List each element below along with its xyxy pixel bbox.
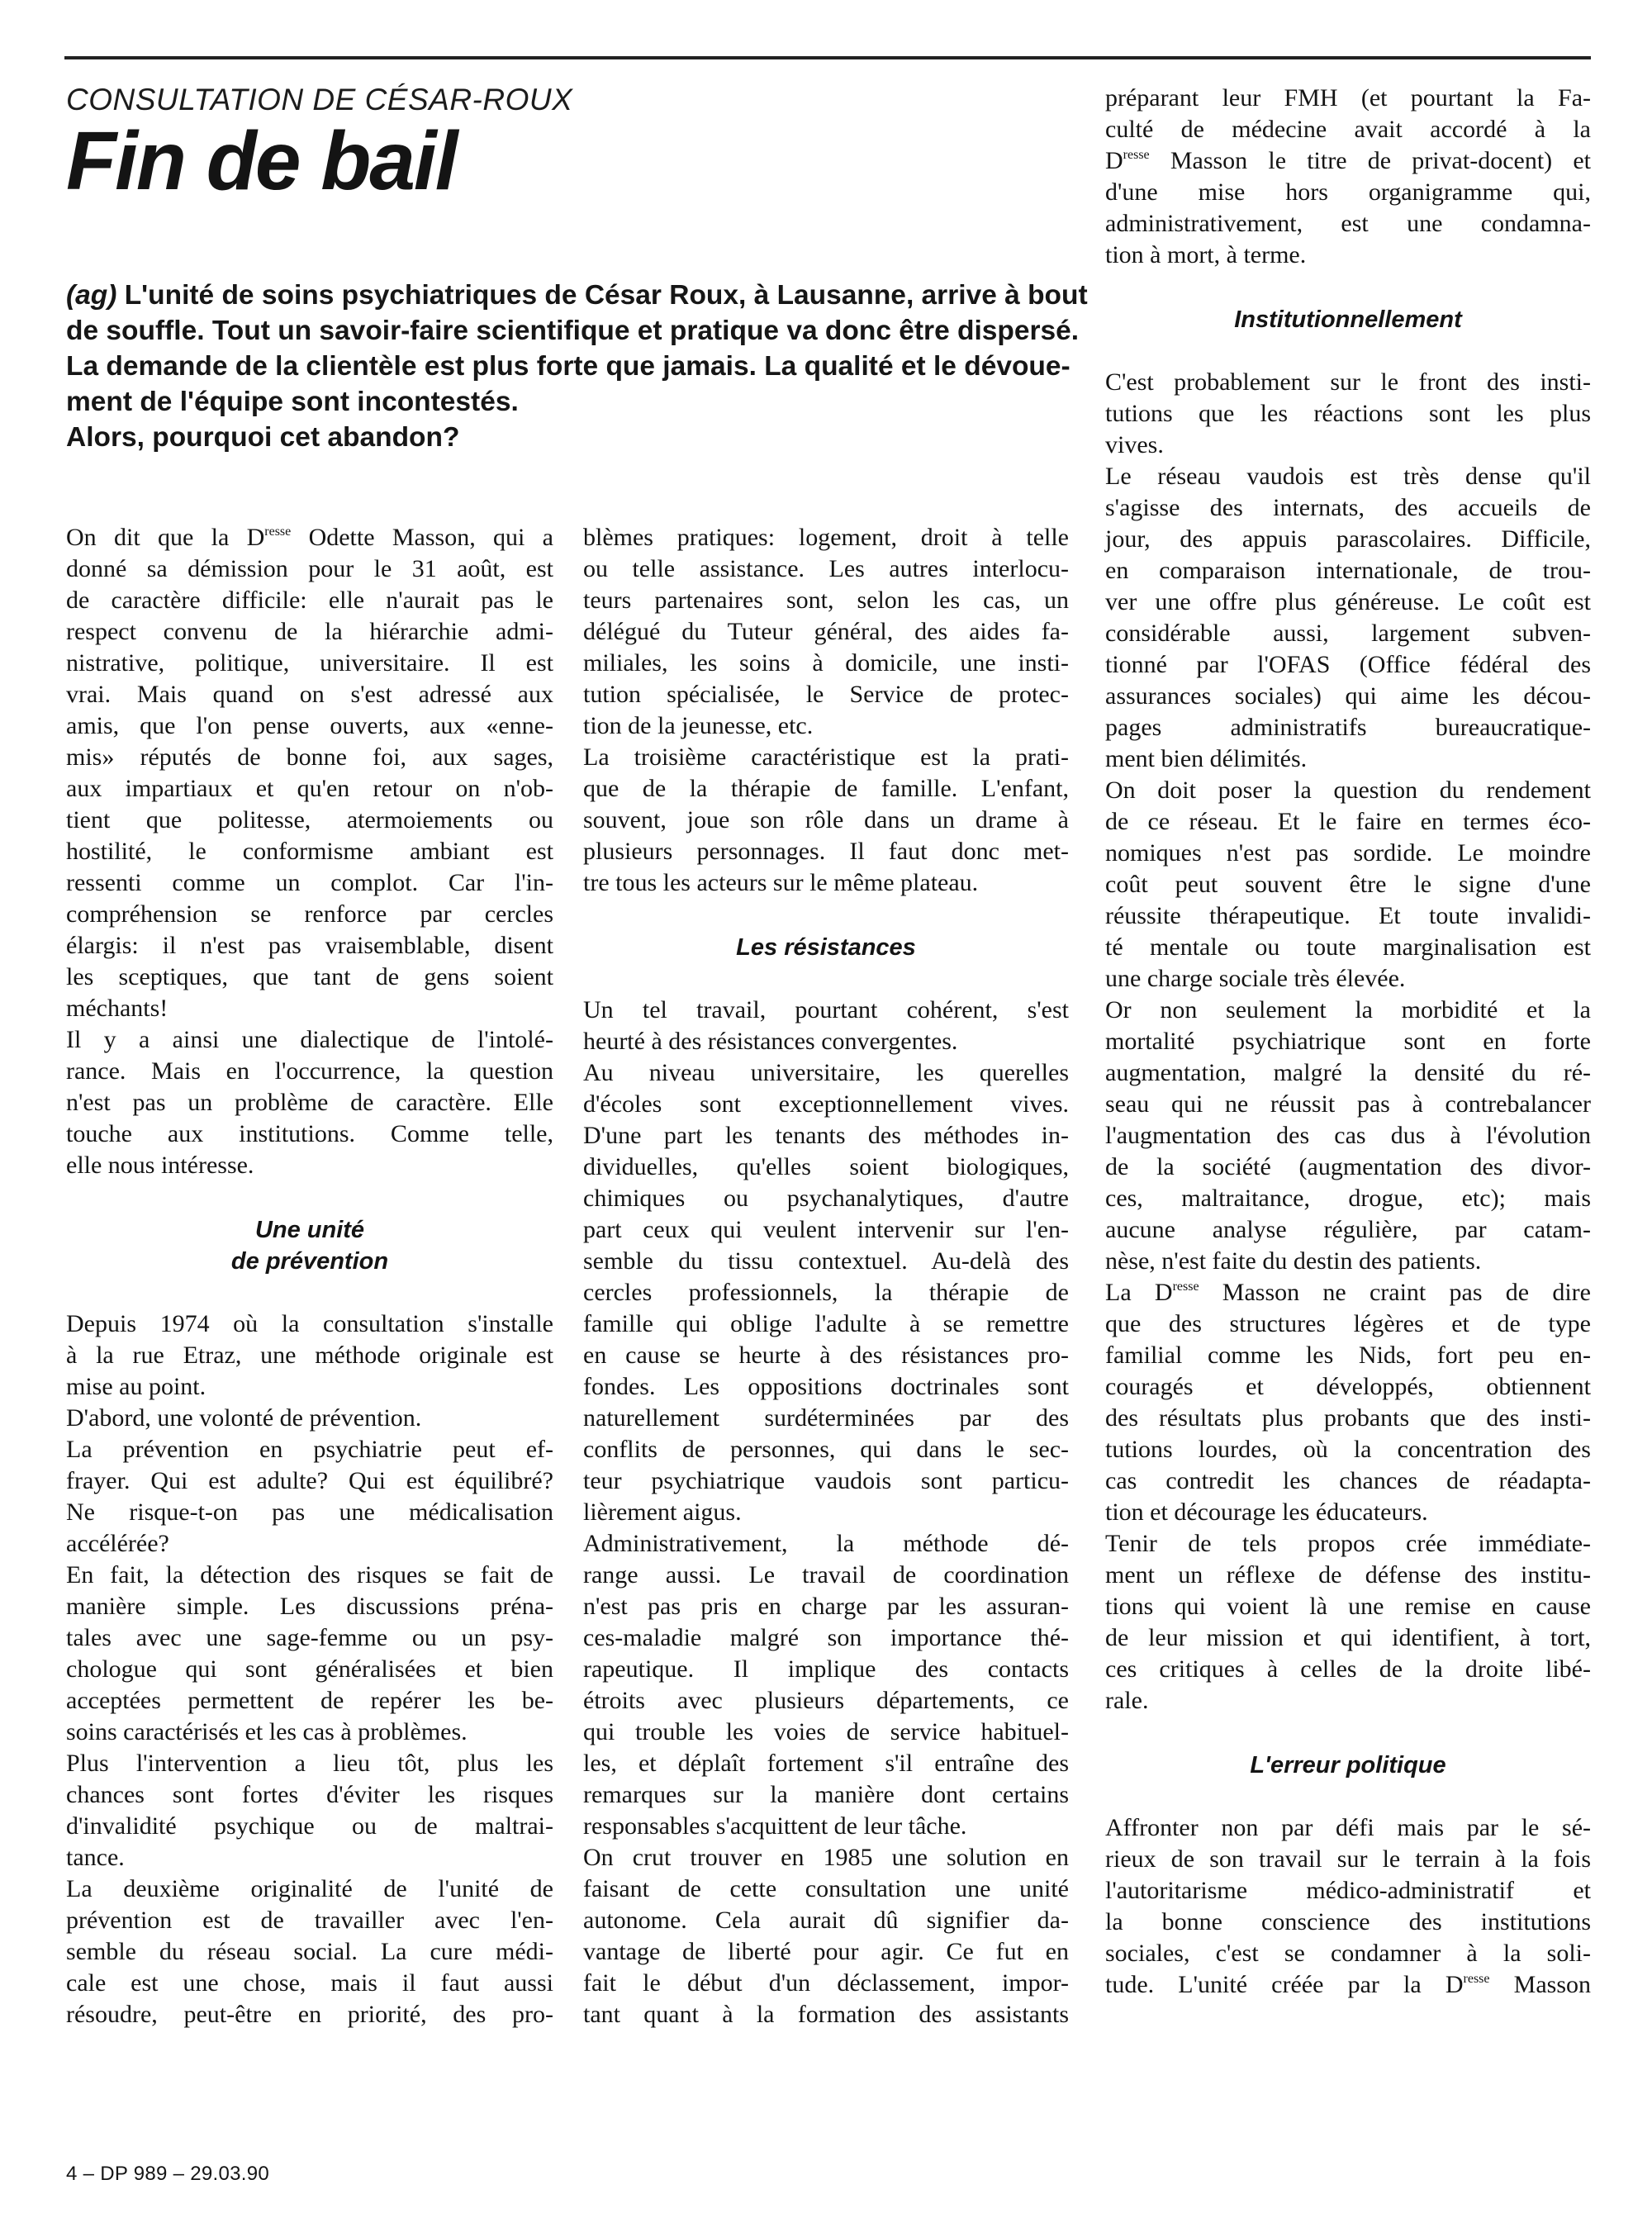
- text-line: chologue qui sont généralisées et bien: [66, 1655, 553, 1683]
- text-line: $D^{resse}$ Masson le titre de privat-docent) et: [1105, 147, 1591, 174]
- text-line: qui trouble les voies de service habituel-: [583, 1718, 1069, 1745]
- text-line: vives.: [1105, 431, 1164, 458]
- text-line: pages administratifs bureaucratique-: [1105, 714, 1591, 741]
- spacer: [1105, 1717, 1591, 1750]
- text-line: touche aux institutions. Comme telle,: [66, 1120, 553, 1147]
- subheading-line: Une unité: [254, 1217, 365, 1243]
- text-line: autonome. Cela aurait dû signifier da-: [583, 1907, 1069, 1934]
- column-3: [1105, 83, 1591, 2001]
- lead-paragraph: [66, 278, 1099, 455]
- text-line: ment un réflexe de défense des institu-: [1105, 1561, 1591, 1589]
- text-line: manière simple. Les discussions préna-: [66, 1593, 553, 1620]
- spacer: [66, 1181, 553, 1214]
- text-line: semble du réseau social. La cure médi-: [66, 1938, 553, 1965]
- column-2: [583, 522, 1069, 2030]
- text-line: chimiques ou psychanalytiques, d'autre: [583, 1185, 1069, 1212]
- text-line: augmentation, malgré la densité du ré-: [1105, 1059, 1591, 1086]
- text-line: de leur mission et qui identifient, à tort,: [1105, 1624, 1591, 1651]
- paragraph: [583, 1528, 1069, 1842]
- paragraph: [1105, 995, 1591, 1277]
- lead-line: [66, 278, 1099, 313]
- text-line: frayer. Qui est adulte? Qui est équilibré?: [66, 1467, 553, 1494]
- text-line: Un tel travail, pourtant cohérent, s'est: [583, 996, 1069, 1023]
- text-line: tion à mort, à terme.: [1105, 241, 1307, 268]
- text-line: mortalité psychiatrique sont en forte: [1105, 1028, 1591, 1055]
- text-line: réussite thérapeutique. Et toute invalidi-: [1105, 902, 1591, 929]
- text-line: té mentale ou toute marginalisation est: [1105, 933, 1591, 961]
- subheading: Les résistances: [736, 934, 916, 961]
- text-line: les sceptiques, que tant de gens soient: [66, 963, 553, 990]
- text-line: l'autoritarisme médico-administratif et: [1105, 1877, 1591, 1904]
- paragraph: [583, 1057, 1069, 1528]
- spacer: [1105, 1781, 1591, 1812]
- text-line: fait le début d'un déclassement, impor-: [583, 1969, 1069, 1997]
- text-line: Affronter non par défi mais par le sé-: [1105, 1814, 1591, 1841]
- text-line: que des structures légères et de type: [1105, 1310, 1591, 1337]
- text-line: fondes. Les oppositions doctrinales sont: [583, 1373, 1069, 1400]
- text-line: ment bien délimités.: [1105, 745, 1308, 772]
- paragraph: [583, 742, 1069, 899]
- lead-line: La demande de la clientèle est plus forte que jamais. La qualité et le dévoue-: [66, 351, 1070, 382]
- text-line: délégué du Tuteur général, des aides fa-: [583, 618, 1069, 645]
- text-line: prévention est de travailler avec l'en-: [66, 1907, 553, 1934]
- text-line: considérable aussi, largement subven-: [1105, 620, 1591, 647]
- text-line: La deuxième originalité de l'unité de: [66, 1875, 553, 1902]
- text-line: part ceux qui veulent intervenir sur l'en-: [583, 1216, 1069, 1243]
- text-line: range aussi. Le travail de coordination: [583, 1561, 1069, 1589]
- text-line: en cause se heurte à des résistances pro-: [583, 1342, 1069, 1369]
- paragraph: [1105, 1528, 1591, 1717]
- text-line: ces critiques à celles de la droite libé-: [1105, 1655, 1591, 1683]
- text-line: des résultats plus probants que des insti-: [1105, 1404, 1591, 1432]
- text-line: une charge sociale très élevée.: [1105, 965, 1406, 992]
- text-line: souvent, joue son rôle dans un drame à: [583, 806, 1069, 833]
- text-line: C'est probablement sur le front des insti-: [1105, 368, 1591, 396]
- text-line: l'augmentation des cas dus à l'évolution: [1105, 1122, 1591, 1149]
- paragraph: [66, 1560, 553, 1748]
- text-line: D'abord, une volonté de prévention.: [66, 1404, 422, 1432]
- paragraph: [66, 1873, 553, 2030]
- text-line: ressenti comme un complot. Car l'in-: [66, 869, 553, 896]
- paragraph: [1105, 461, 1591, 775]
- text-line: tution spécialisée, le Service de protec-: [583, 681, 1069, 708]
- text-line: de la société (augmentation des divor-: [1105, 1153, 1591, 1180]
- paragraph: [1105, 367, 1591, 461]
- paragraph: [66, 1403, 553, 1434]
- text-line: tient que politesse, atermoiements ou: [66, 806, 553, 833]
- paragraph: [1105, 1277, 1591, 1528]
- text-line: mis» réputés de bonne foi, aux sages,: [66, 743, 553, 771]
- text-line: de ce réseau. Et le faire en termes éco-: [1105, 808, 1591, 835]
- text-line: vantage de liberté pour agir. Ce fut en: [583, 1938, 1069, 1965]
- text-line: soins caractérisés et les cas à problèmes.: [66, 1718, 468, 1745]
- text-line: Il y a ainsi une dialectique de l'intolé-: [66, 1026, 553, 1053]
- text-line: couragés et développés, obtiennent: [1105, 1373, 1591, 1400]
- text-line: Ne risque-t-on pas une médicalisation: [66, 1498, 553, 1526]
- paragraph: [583, 522, 1069, 742]
- text-line: nèse, n'est faite du destin des patients.: [1105, 1247, 1482, 1275]
- text-line: cale est une chose, mais il faut aussi: [66, 1969, 553, 1997]
- text-line: conflits de personnes, qui dans le sec-: [583, 1436, 1069, 1463]
- page-folio: 4 – DP 989 – 29.03.90: [66, 2163, 270, 2185]
- text-line: cas contredit les chances de réadapta-: [1105, 1467, 1591, 1494]
- text-line: de caractère difficile: elle n'aurait pas le: [66, 586, 553, 614]
- text-line: s'agisse des internats, des accueils de: [1105, 494, 1591, 521]
- text-line: rance. Mais en l'occurrence, la question: [66, 1057, 553, 1085]
- text-line: tance.: [66, 1844, 125, 1871]
- spacer: [1105, 335, 1591, 367]
- paragraph: [66, 1308, 553, 1403]
- text-line: On doit poser la question du rendement: [1105, 776, 1591, 804]
- subheading: Institutionnellement: [1234, 306, 1462, 333]
- text-line: que de la thérapie de famille. L'enfant,: [583, 775, 1069, 802]
- text-line: acceptées permettent de repérer les be-: [66, 1687, 553, 1714]
- text-line: blèmes pratiques: logement, droit à telle: [583, 524, 1069, 551]
- paragraph: [66, 1024, 553, 1181]
- text-line: responsables s'acquittent de leur tâche.: [583, 1812, 967, 1840]
- text-line: D'une part les tenants des méthodes in-: [583, 1122, 1069, 1149]
- text-line: coût peut souvent être le signe d'une: [1105, 871, 1591, 898]
- text-line: étroits avec plusieurs départements, ce: [583, 1687, 1069, 1714]
- rubric: CONSULTATION DE CÉSAR-ROUX: [66, 83, 573, 116]
- text-line: faisant de cette consultation une unité: [583, 1875, 1069, 1902]
- text-line: La prévention en psychiatrie peut ef-: [66, 1436, 553, 1463]
- text-line: mise au point.: [66, 1373, 206, 1400]
- text-line: tion de la jeunesse, etc.: [583, 712, 814, 739]
- text-line: nistrative, politique, universitaire. Il est: [66, 649, 553, 677]
- spacer: [583, 899, 1069, 932]
- text-line: donné sa démission pour le 31 août, est: [66, 555, 553, 582]
- text-line: sociales, c'est se condamner à la soli-: [1105, 1940, 1591, 1967]
- spacer: [583, 963, 1069, 995]
- text-line: vrai. Mais quand on s'est adressé aux: [66, 681, 553, 708]
- text-line: Le réseau vaudois est très dense qu'il: [1105, 463, 1591, 490]
- text-line: accélérée?: [66, 1530, 169, 1557]
- text-line: ces, maltraitance, drogue, etc); mais: [1105, 1185, 1591, 1212]
- text-line: administrativement, est une condamna-: [1105, 210, 1591, 237]
- text-line: lièrement aigus.: [583, 1498, 742, 1526]
- text-line: nomiques n'est pas sordide. Le moindre: [1105, 839, 1591, 867]
- text-line: culté de médecine avait accordé à la: [1105, 116, 1591, 143]
- spacer: [66, 1277, 553, 1308]
- text-line: Plus l'intervention a lieu tôt, plus les: [66, 1750, 553, 1777]
- text-line: teur psychiatrique vaudois sont particu-: [583, 1467, 1069, 1494]
- text-line: tutions lourdes, où la concentration des: [1105, 1436, 1591, 1463]
- text-line: tre tous les acteurs sur le même plateau.: [583, 869, 979, 896]
- text-line: préparant leur FMH (et pourtant la Fa-: [1105, 84, 1591, 112]
- paragraph: [1105, 775, 1591, 995]
- text-line: d'une mise hors organigramme qui,: [1105, 178, 1591, 206]
- paragraph: [1105, 1812, 1591, 2001]
- text-line: En fait, la détection des risques se fait de: [66, 1561, 553, 1589]
- text-line: tant quant à la formation des assistants: [583, 2001, 1069, 2028]
- author-tag: (ag): [66, 280, 117, 311]
- subheading: [66, 1214, 553, 1277]
- text-line: On dit que la $D^{resse}$ Odette Masson, qui a: [66, 524, 553, 551]
- text-line: compréhension se renforce par cercles: [66, 900, 553, 928]
- text-line: la bonne conscience des institutions: [1105, 1908, 1591, 1935]
- text-line: ou telle assistance. Les autres interlocu-: [583, 555, 1069, 582]
- text-line: La troisième caractéristique est la prati-: [583, 743, 1069, 771]
- text-line: ces-maladie malgré son importance thé-: [583, 1624, 1069, 1651]
- text-line: miliales, les soins à domicile, une insti-: [583, 649, 1069, 677]
- paragraph: [66, 522, 553, 1024]
- top-rule: [64, 56, 1591, 59]
- text-line: famille qui oblige l'adulte à se remettre: [583, 1310, 1069, 1337]
- column-1: [66, 522, 553, 2030]
- text-line: les, et déplaît fortement s'il entraîne des: [583, 1750, 1069, 1777]
- text-line: tion et décourage les éducateurs.: [1105, 1498, 1428, 1526]
- text-line: tionné par l'OFAS (Office fédéral des: [1105, 651, 1591, 678]
- paragraph: [583, 1842, 1069, 2030]
- text-line: ver une offre plus généreuse. Le coût est: [1105, 588, 1591, 615]
- text-line: amis, que l'on pense ouverts, aux «enne-: [66, 712, 553, 739]
- subheading-line: de prévention: [230, 1248, 389, 1275]
- text-line: Au niveau universitaire, les querelles: [583, 1059, 1069, 1086]
- text-line: hostilité, le conformisme ambiant est: [66, 838, 553, 865]
- text-line: semble du tissu contextuel. Au-delà des: [583, 1247, 1069, 1275]
- text-line: rieux de son travail sur le terrain à la fois: [1105, 1845, 1591, 1873]
- text-line: en comparaison internationale, de trou-: [1105, 557, 1591, 584]
- text-line: d'invalidité psychique ou de maltrai-: [66, 1812, 553, 1840]
- text-line: chances sont fortes d'éviter les risques: [66, 1781, 553, 1808]
- text-line: méchants!: [66, 995, 169, 1022]
- text-line: tude. L'unité créée par la $D^{resse}$ Masson: [1105, 1971, 1591, 1998]
- paragraph: [583, 995, 1069, 1057]
- paragraph: [1105, 83, 1591, 271]
- text-line: seau qui ne réussit pas à contrebalancer: [1105, 1090, 1591, 1118]
- text-line: assurances sociales) qui aime les décou-: [1105, 682, 1591, 710]
- text-line: plusieurs personnages. Il faut donc met-: [583, 838, 1069, 865]
- text-line: d'écoles sont exceptionnellement vives.: [583, 1090, 1069, 1118]
- text-line: Administrativement, la méthode dé-: [583, 1530, 1069, 1557]
- lead-line: ment de l'équipe sont incontestés.: [66, 387, 519, 417]
- text-line: Or non seulement la morbidité et la: [1105, 996, 1591, 1023]
- text-line: familial comme les Nids, fort peu en-: [1105, 1342, 1591, 1369]
- text-line: Depuis 1974 où la consultation s'installe: [66, 1310, 553, 1337]
- text-line: heurté à des résistances convergentes.: [583, 1028, 958, 1055]
- text-line: tions qui voient là une remise en cause: [1105, 1593, 1591, 1620]
- text-line: jour, des appuis parascolaires. Difficile,: [1105, 525, 1591, 553]
- text-line: rale.: [1105, 1687, 1149, 1714]
- text-line: aucune analyse régulière, par catam-: [1105, 1216, 1591, 1243]
- text-line: dividuelles, qu'elles soient biologiques,: [583, 1153, 1069, 1180]
- text-line: à la rue Etraz, une méthode originale est: [66, 1342, 553, 1369]
- text-line: n'est pas pris en charge par les assuran-: [583, 1593, 1069, 1620]
- lead-line-text: L'unité de soins psychiatriques de César Roux, à Lausanne, arrive à bout: [116, 280, 1088, 311]
- lead-line: Alors, pourquoi cet abandon?: [66, 422, 460, 453]
- text-line: cercles professionnels, la thérapie de: [583, 1279, 1069, 1306]
- headline: Fin de bail: [66, 115, 457, 207]
- text-line: résoudre, peut-être en priorité, des pro-: [66, 2001, 553, 2028]
- spacer: [1105, 271, 1591, 304]
- paragraph: [66, 1434, 553, 1560]
- text-line: élargis: il n'est pas vraisemblable, disent: [66, 932, 553, 959]
- lead-line: de souffle. Tout un savoir-faire scientifique et pratique va donc être dispersé.: [66, 316, 1080, 346]
- text-line: n'est pas un problème de caractère. Elle: [66, 1089, 553, 1116]
- text-line: naturellement surdéterminées par des: [583, 1404, 1069, 1432]
- text-line: Tenir de tels propos crée immédiate-: [1105, 1530, 1591, 1557]
- text-line: remarques sur la manière dont certains: [583, 1781, 1069, 1808]
- text-line: teurs partenaires sont, selon les cas, un: [583, 586, 1069, 614]
- text-line: La $D^{resse}$ Masson ne craint pas de dire: [1105, 1279, 1591, 1306]
- paragraph: [66, 1748, 553, 1873]
- text-line: respect convenu de la hiérarchie admi-: [66, 618, 553, 645]
- text-line: aux impartiaux et qu'en retour on n'ob-: [66, 775, 553, 802]
- text-line: tales avec une sage-femme ou un psy-: [66, 1624, 553, 1651]
- text-line: rapeutique. Il implique des contacts: [583, 1655, 1069, 1683]
- subheading: L'erreur politique: [1250, 1752, 1446, 1778]
- text-line: tutions que les réactions sont les plus: [1105, 400, 1591, 427]
- text-line: On crut trouver en 1985 une solution en: [583, 1844, 1069, 1871]
- text-line: elle nous intéresse.: [66, 1152, 254, 1179]
